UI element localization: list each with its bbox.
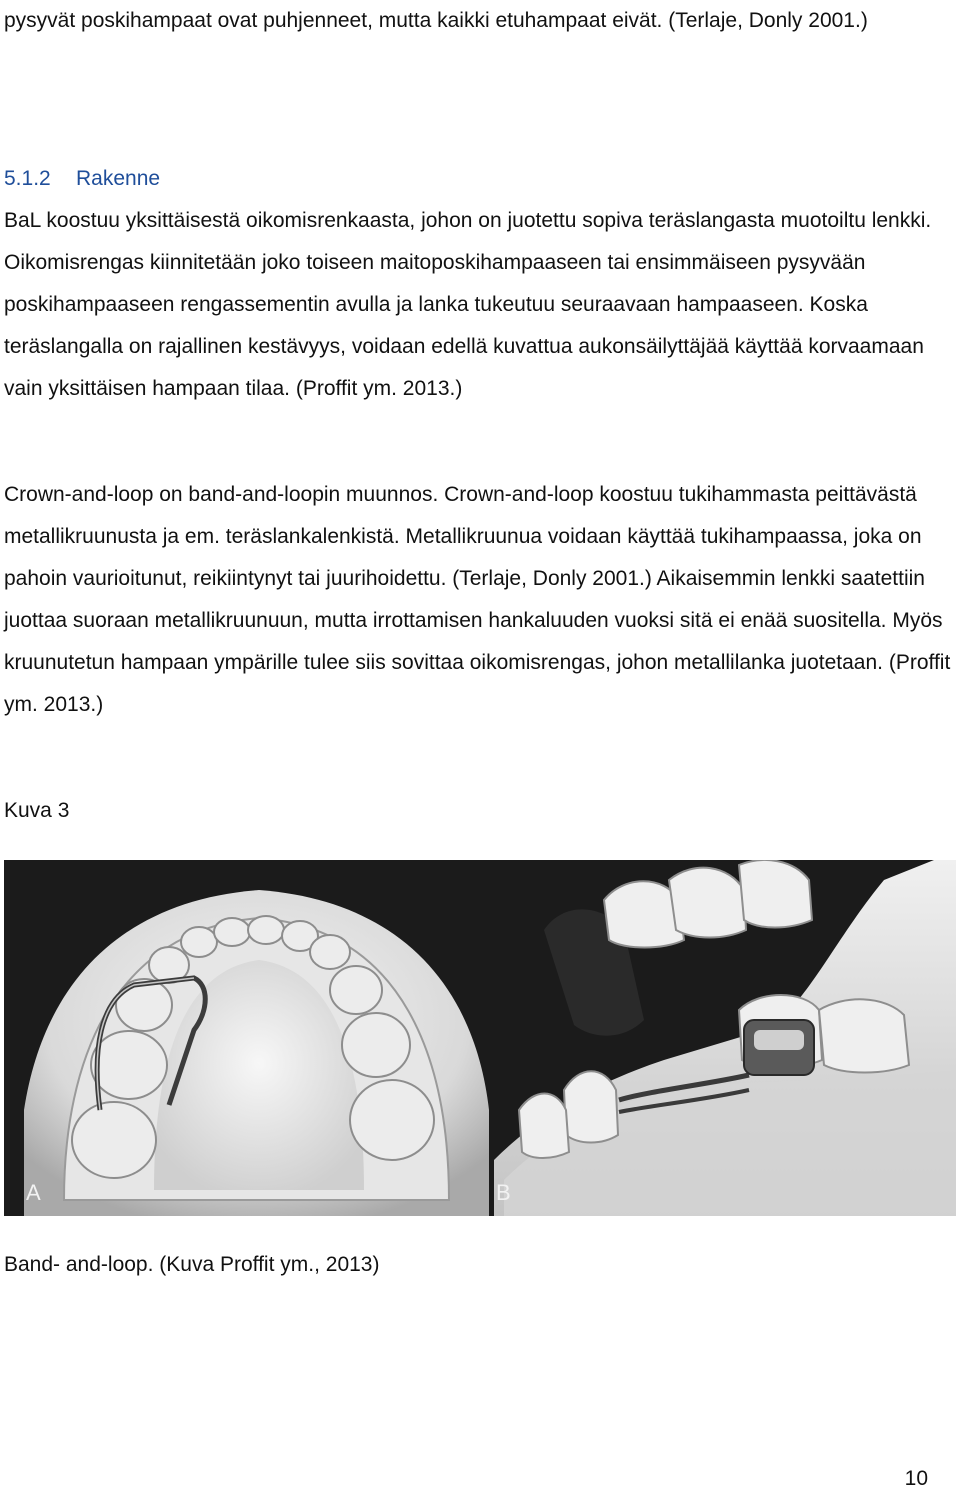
panel-b-label: B xyxy=(496,1180,511,1205)
section-number: 5.1.2 xyxy=(4,167,51,190)
page-number: 10 xyxy=(904,1467,928,1490)
panel-a-label: A xyxy=(26,1180,41,1205)
panel-a-image xyxy=(24,890,489,1216)
section-title: Rakenne xyxy=(76,167,161,190)
section-heading xyxy=(4,158,160,200)
body-paragraph-1: BaL koostuu yksittäisestä oikomisrenkaasta, johon on juotettu sopiva teräslangasta muotoiltu lenkki. Oikomisrengas kiinnitetään joko toiseen maitoposkihampaaseen tai ensimmäiseen pysyvään poskihampaaseen rengassementin avulla ja lanka tukeutuu seuraavaan hampaaseen. Koska teräslangalla on rajallinen kestävyys, voidaan edellä kuvattua aukonsäilyttäjää käyttää korvaamaan vain yksittäisen hampaan tilaa. (Proffit ym. 2013.) xyxy=(4,209,932,400)
body-paragraph-2: Crown-and-loop on band-and-loopin muunnos. Crown-and-loop koostuu tukihammasta peittävästä metallikruunusta ja em. teräslankalenkistä. Metallikruunua voidaan käyttää tukihampaassa, joka on pahoin vaurioitunut, reikiintynyt tai juurihoidettu. (Terlaje, Donly 2001.) Aikaisemmin lenkki saatettiin juottaa suoraan metallikruunuun, mutta irrottamisen hankaluuden vuoksi sitä ei enää suositella. Myös kruunutetun hampaan ympärille tulee siis sovittaa oikomisrengas, johon metallilanka juotetaan. (Proffit ym. 2013.) xyxy=(4,483,951,716)
figure-caption: Band- and-loop. (Kuva Proffit ym., 2013) xyxy=(4,1253,380,1276)
dental-cast-illustration xyxy=(4,860,956,1216)
panel-b-image xyxy=(489,860,956,1216)
intro-paragraph: pysyvät poskihampaat ovat puhjenneet, mutta kaikki etuhampaat eivät. (Terlaje, Donly 2001.) xyxy=(4,9,868,32)
figure-label: Kuva 3 xyxy=(4,799,70,822)
figure-photograph xyxy=(4,860,956,1216)
